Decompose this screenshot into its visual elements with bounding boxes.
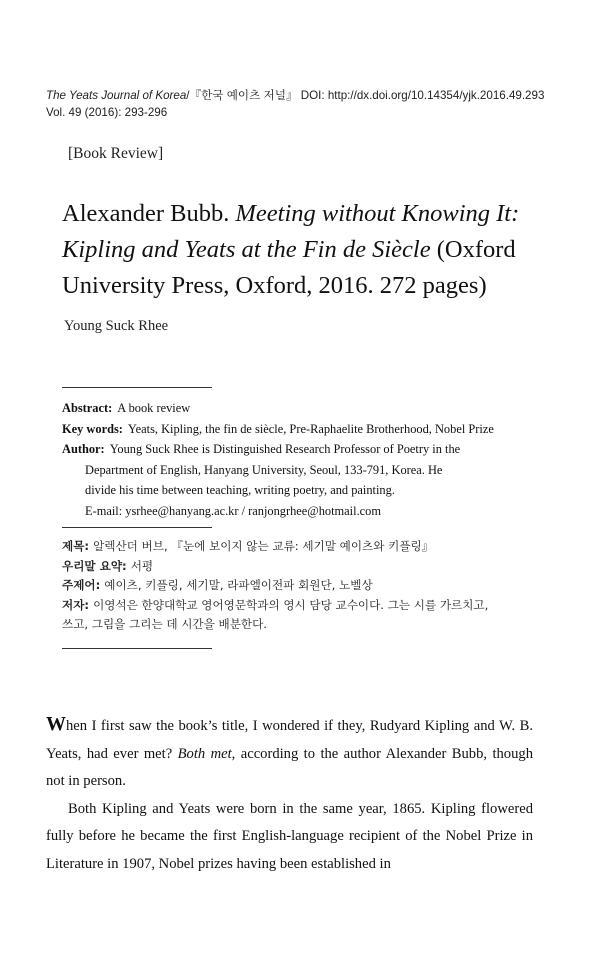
- author-email[interactable]: E-mail: ysrhee@hanyang.ac.kr / ranjongrhee@hotmail.com: [85, 503, 382, 518]
- korean-author-line-2: 쓰고, 그림을 그리는 데 시간을 배분한다.: [62, 617, 267, 631]
- korean-journal-name: /『한국 예이츠 저널』: [186, 89, 298, 102]
- korean-author-text: 이영석은 한양대학교 영어영문학과의 영시 담당 교수이다. 그는 시를 가르치고,: [93, 597, 489, 612]
- abstract-text: A book review: [117, 401, 191, 415]
- publication-info-part2: University Press, Oxford, 2016. 272 pages): [62, 272, 487, 299]
- doi-link[interactable]: DOI: http://dx.doi.org/10.14354/yjk.2016.49.293: [297, 89, 545, 102]
- paragraph-1-text-a: hen I first saw the book’s title, I wondered if they, Rudyard Kipling and W. B. Yeats, had ever met?: [46, 718, 533, 762]
- author-label: Author:: [62, 442, 105, 456]
- keywords-row: [62, 419, 522, 440]
- korean-keywords-text: 예이츠, 키플링, 세기말, 라파엘이전파 회원단, 노벨상: [104, 578, 373, 592]
- author-bio-line-2: Department of English, Hanyang University, Seoul, 133-791, Korea. He: [85, 462, 443, 477]
- volume-info: Vol. 49 (2016): 293-296: [46, 106, 168, 119]
- korean-title-label: 제목:: [62, 539, 94, 553]
- korean-title-row: [62, 537, 522, 557]
- title-line-1: [62, 196, 542, 232]
- author-bio-line-1: Young Suck Rhee is Distinguished Research Professor of Poetry in the: [109, 442, 461, 456]
- paragraph-2: Both Kipling and Yeats were born in the same year, 1865. Kipling flowered fully before he became the first English-language recipient of the Nobel Prize in Literature in 1907, Nobel prizes having been established in: [46, 800, 533, 872]
- korean-author-label: 저자:: [62, 597, 94, 612]
- paragraph-1-text-b: , according to the author Alexander Bubb, though not in person.: [46, 745, 533, 790]
- abstract-label: Abstract:: [62, 401, 113, 415]
- paragraph-1: [46, 711, 533, 796]
- author-bio-line-3: divide his time between teaching, writing poetry, and painting.: [85, 483, 395, 497]
- divider-2: [62, 527, 212, 528]
- divider-3: [62, 648, 212, 649]
- abstract-block: [62, 398, 522, 521]
- divider-1: [62, 387, 212, 388]
- author-row: [62, 439, 522, 460]
- reviewer-name: Young Suck Rhee: [64, 318, 169, 334]
- book-title-part2: Kipling and Yeats at the Fin de Siècle: [62, 236, 431, 263]
- journal-name: The Yeats Journal of Korea: [46, 89, 187, 102]
- korean-abstract-block: [62, 537, 522, 635]
- korean-keywords-label: 주제어:: [62, 578, 105, 592]
- korean-keywords-row: [62, 576, 522, 596]
- korean-summary-label: 우리말 요약:: [62, 558, 131, 573]
- journal-citation-line: [46, 87, 566, 104]
- drop-letter: W: [46, 713, 66, 735]
- journal-header: [46, 87, 566, 121]
- book-title-part1: Meeting without Knowing It:: [235, 200, 520, 227]
- review-body: [46, 711, 533, 879]
- title-line-2: [62, 232, 542, 268]
- review-title: [62, 196, 542, 304]
- korean-summary-text: 서평: [130, 558, 154, 573]
- publication-info-part1: (Oxford: [430, 236, 516, 263]
- abstract-row: [62, 398, 522, 419]
- korean-title-text: 알렉산더 버브, 『눈에 보이지 않는 교류: 세기말 예이츠와 키플링』: [93, 539, 434, 553]
- korean-summary-row: [62, 557, 522, 577]
- paragraph-1-italic: Both met: [177, 745, 232, 762]
- keywords-label: Key words:: [62, 421, 123, 436]
- section-label: [Book Review]: [68, 145, 164, 162]
- book-author: Alexander Bubb.: [62, 200, 236, 227]
- keywords-text: Yeats, Kipling, the fin de siècle, Pre-Raphaelite Brotherhood, Nobel Prize: [127, 421, 494, 436]
- korean-author-row: [62, 596, 522, 616]
